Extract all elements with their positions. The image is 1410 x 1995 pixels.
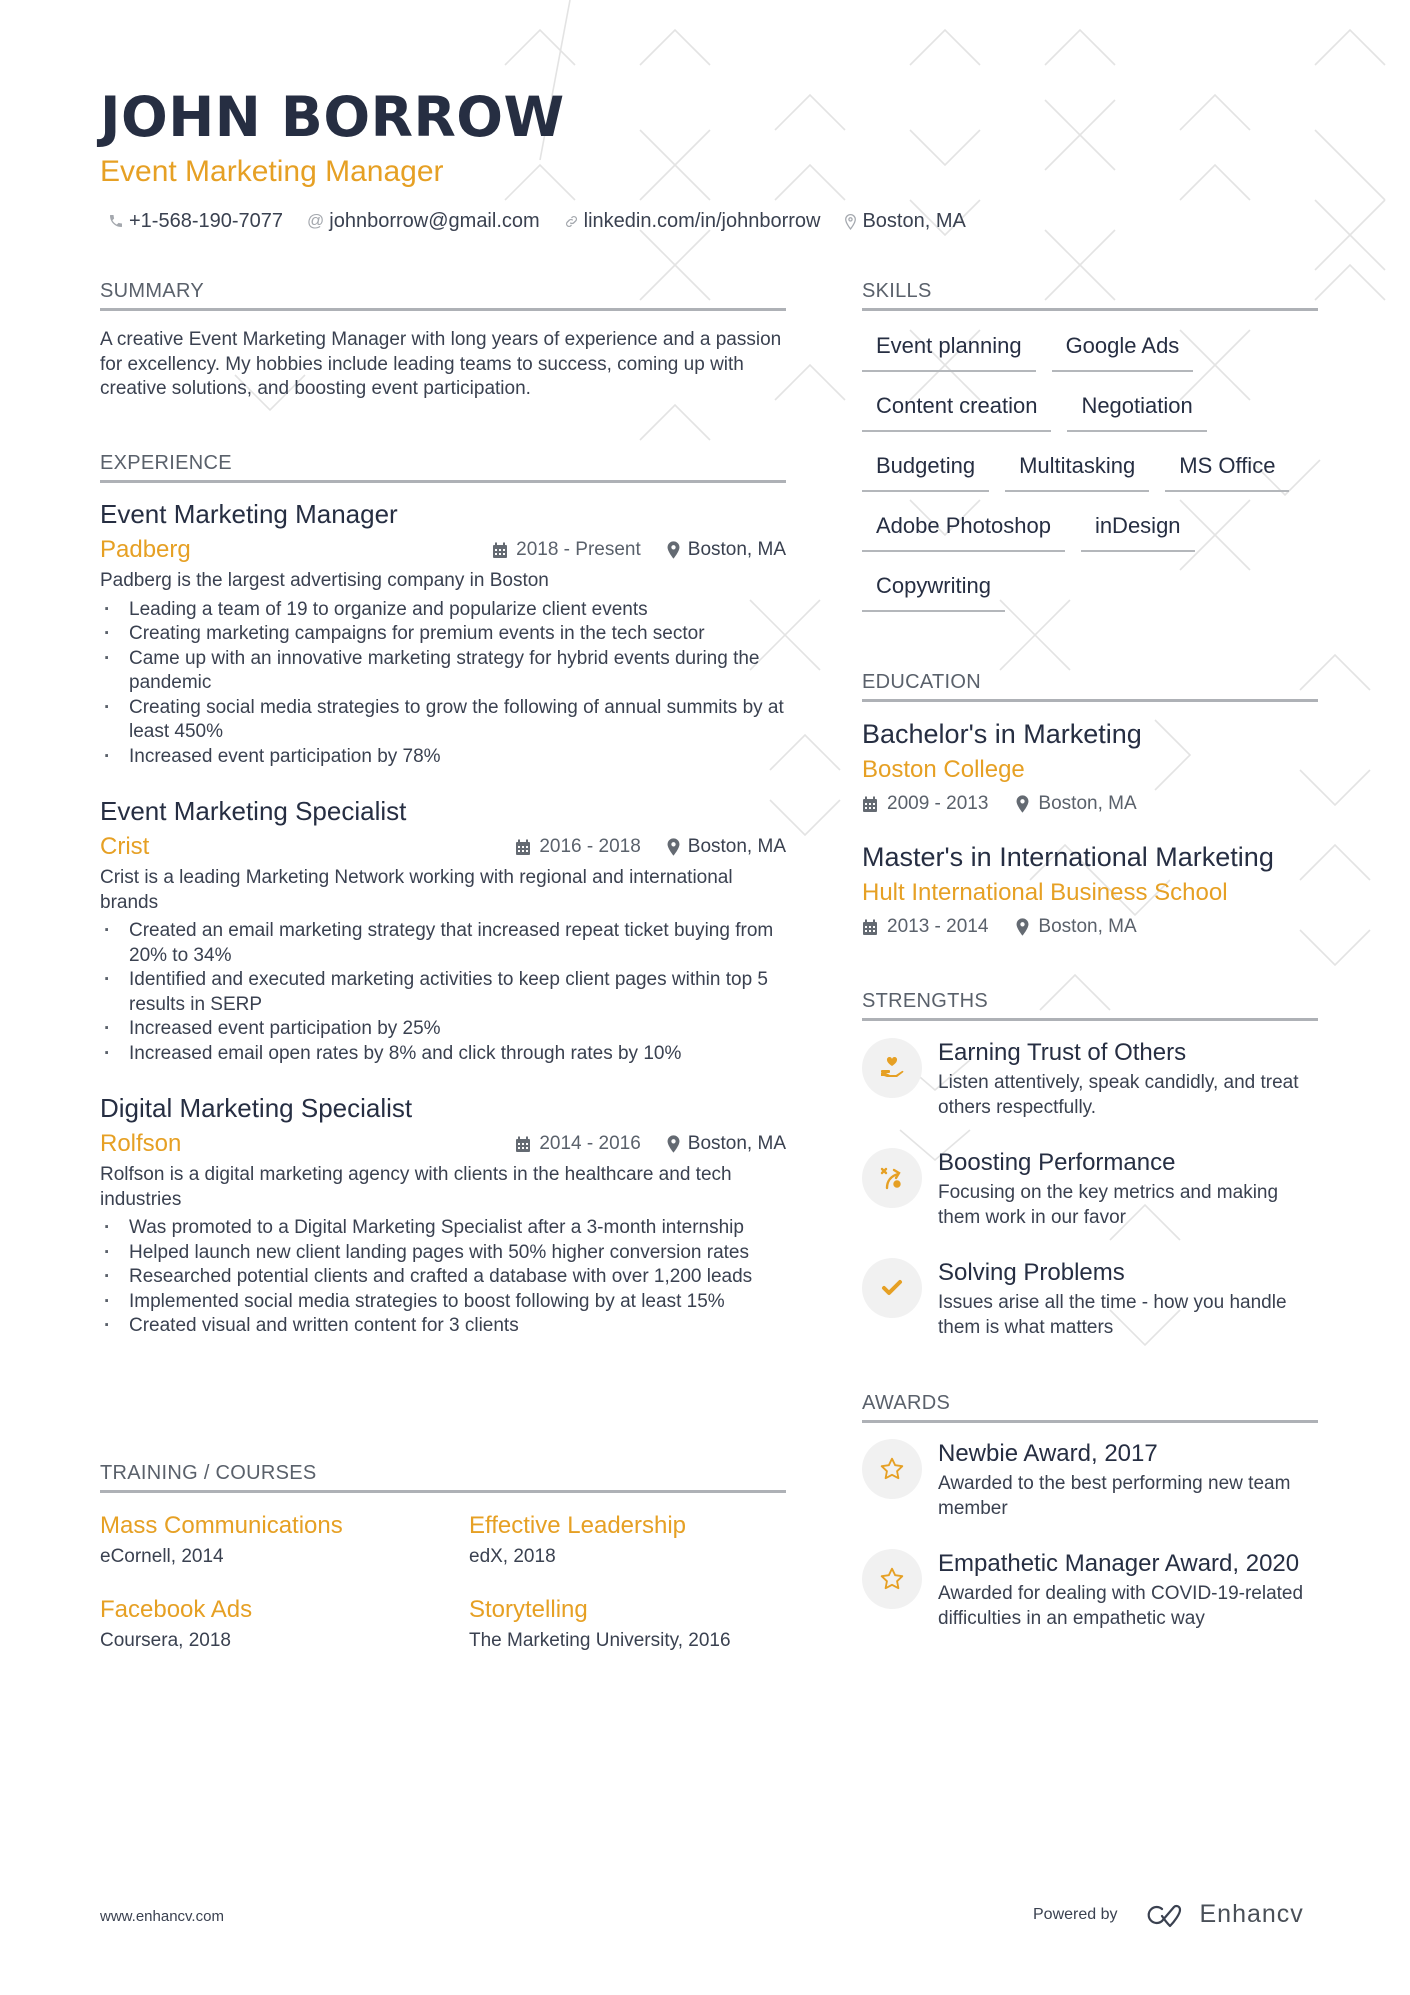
company-description: Rolfson is a digital marketing agency with clients in the healthcare and tech industries [100, 1164, 732, 1210]
map-pin-icon [667, 541, 680, 559]
degree-title: Bachelor's in Marketing [862, 719, 1142, 749]
course-provider: The Marketing University, 2016 [469, 1630, 731, 1651]
job-subheader [100, 531, 786, 569]
job-entry [100, 794, 786, 1066]
bullet-item: · Researched potential clients and crafted a database with over 1,200 leads [100, 1265, 786, 1290]
course-provider: edX, 2018 [469, 1546, 556, 1567]
bullet-item: · Created visual and written content for 3 clients [100, 1314, 786, 1339]
calendar-icon [515, 1136, 531, 1153]
job-meta [492, 539, 786, 561]
skill-tag: MS Office [1165, 446, 1289, 492]
strength-title: Solving Problems [938, 1259, 1125, 1286]
link-icon [564, 214, 579, 229]
bullet-item: · Was promoted to a Digital Marketing Specialist after a 3-month internship [100, 1216, 786, 1241]
contact-phone[interactable] [108, 207, 283, 235]
course-provider: Coursera, 2018 [100, 1630, 231, 1651]
contact-location [844, 207, 965, 235]
award-item [862, 1438, 1318, 1521]
skill-tag: Budgeting [862, 446, 989, 492]
company-name: Rolfson [100, 1130, 182, 1157]
company-description: Padberg is the largest advertising company in Boston [100, 570, 549, 591]
strength-title: Boosting Performance [938, 1149, 1176, 1176]
job-dates: 2018 - Present [516, 539, 641, 560]
education-location: Boston, MA [1038, 916, 1137, 937]
bullet-item: · Increased event participation by 25% [100, 1017, 786, 1042]
bullet-item: · Helped launch new client landing pages with 50% higher conversion rates [100, 1241, 786, 1266]
map-pin-icon [844, 213, 857, 230]
job-title: Event Marketing Specialist [100, 796, 407, 826]
bullet-item: · Leading a team of 19 to organize and popularize client events [100, 598, 786, 623]
job-bullets [100, 1216, 786, 1339]
skills-list [862, 326, 1292, 612]
job-bullets [100, 919, 786, 1066]
job-meta [515, 1133, 786, 1155]
strategy-arrow-icon [862, 1148, 922, 1208]
courses-grid [100, 1510, 786, 1656]
skill-tag: inDesign [1081, 506, 1195, 552]
contact-bar [108, 207, 966, 235]
section-heading-education: EDUCATION [862, 669, 1318, 702]
company-description: Crist is a leading Marketing Network working with regional and international brands [100, 867, 733, 913]
bullet-item: · Implemented social media strategies to boost following by at least 15% [100, 1290, 786, 1315]
course-name: Effective Leadership [469, 1512, 687, 1539]
company-name: Padberg [100, 536, 191, 563]
section-heading-skills: SKILLS [862, 278, 1318, 311]
degree-title: Master's in International Marketing [862, 842, 1274, 872]
job-location: Boston, MA [687, 539, 786, 560]
bullet-item: · Creating marketing campaigns for premium events in the tech sector [100, 622, 786, 647]
candidate-title: Event Marketing Manager [100, 155, 444, 188]
strength-item [862, 1147, 1318, 1230]
section-heading-experience: EXPERIENCE [100, 450, 786, 483]
strength-item [862, 1257, 1318, 1340]
map-pin-icon [667, 1135, 680, 1153]
checkmark-icon [862, 1258, 922, 1318]
contact-email[interactable] [307, 207, 540, 235]
powered-by-label: Powered by [1033, 1905, 1118, 1923]
company-name: Crist [100, 833, 150, 860]
education-entry [862, 839, 1318, 943]
course-item [469, 1594, 786, 1656]
award-description: Awarded for dealing with COVID-19-related difficulties in an empathetic way [938, 1583, 1304, 1629]
skill-tag: Multitasking [1005, 446, 1149, 492]
job-dates: 2016 - 2018 [539, 836, 641, 857]
skill-tag: Adobe Photoshop [862, 506, 1065, 552]
education-meta [862, 911, 1318, 943]
email-text: johnborrow@gmail.com [329, 210, 540, 232]
bullet-item: · Creating social media strategies to grow the following of annual summits by at least 450% [100, 696, 786, 745]
star-icon [862, 1439, 922, 1499]
education-location: Boston, MA [1038, 793, 1137, 814]
education-dates: 2009 - 2013 [887, 793, 989, 814]
skill-tag: Google Ads [1052, 326, 1194, 372]
footer-branding[interactable] [1033, 1900, 1304, 1929]
course-item [100, 1510, 469, 1572]
job-location: Boston, MA [687, 1133, 786, 1154]
job-meta [515, 836, 786, 858]
linkedin-text: linkedin.com/in/johnborrow [583, 210, 821, 232]
job-location: Boston, MA [687, 836, 786, 857]
candidate-name: JOHN BORROW [100, 85, 565, 149]
section-heading-awards: AWARDS [862, 1390, 1318, 1423]
education-meta [862, 788, 1318, 820]
section-heading-summary: SUMMARY [100, 278, 786, 311]
location-text: Boston, MA [862, 210, 966, 232]
phone-text: +1-568-190-7077 [129, 210, 284, 232]
school-name: Boston College [862, 756, 1025, 783]
contact-linkedin[interactable] [564, 207, 821, 235]
job-subheader [100, 828, 786, 866]
bullet-item: · Identified and executed marketing activities to keep client pages within top 5 results in SERP [100, 968, 786, 1017]
at-sign-icon: @ [307, 211, 325, 230]
school-name: Hult International Business School [862, 879, 1228, 906]
hand-heart-icon [862, 1038, 922, 1098]
job-entry [100, 497, 786, 769]
award-title: Newbie Award, 2017 [938, 1440, 1158, 1467]
strength-item [862, 1037, 1318, 1120]
calendar-icon [492, 542, 508, 559]
skill-tag: Content creation [862, 386, 1051, 432]
map-pin-icon [1016, 918, 1029, 936]
course-item [469, 1510, 786, 1572]
job-entry [100, 1091, 786, 1339]
bullet-item: · Increased email open rates by 8% and click through rates by 10% [100, 1042, 786, 1067]
brand-logo [1144, 1900, 1304, 1929]
section-heading-training: TRAINING / COURSES [100, 1460, 786, 1493]
education-entry [862, 716, 1318, 820]
brand-name: Enhancv [1199, 1900, 1304, 1928]
summary-text: A creative Event Marketing Manager with long years of experience and a passion for excellency. My hobbies include leading teams to success, coming up with creative solutions, and boosting event participation. [100, 329, 782, 399]
job-subheader [100, 1125, 786, 1163]
section-heading-strengths: STRENGTHS [862, 988, 1318, 1021]
bullet-item: · Came up with an innovative marketing strategy for hybrid events during the pandemic [100, 647, 786, 696]
strength-title: Earning Trust of Others [938, 1039, 1187, 1066]
strength-description: Focusing on the key metrics and making them work in our favor [938, 1182, 1279, 1228]
skill-tag: Event planning [862, 326, 1036, 372]
skill-tag: Negotiation [1067, 386, 1206, 432]
job-title: Event Marketing Manager [100, 499, 398, 529]
footer-website-link[interactable]: www.enhancv.com [100, 1908, 224, 1925]
calendar-icon [862, 919, 878, 936]
calendar-icon [862, 796, 878, 813]
job-bullets [100, 598, 786, 770]
award-title: Empathetic Manager Award, 2020 [938, 1550, 1300, 1577]
course-item [100, 1594, 469, 1656]
course-provider: eCornell, 2014 [100, 1546, 224, 1567]
enhancv-logo-icon [1144, 1902, 1190, 1928]
map-pin-icon [667, 838, 680, 856]
strength-description: Issues arise all the time - how you handle them is what matters [938, 1292, 1287, 1338]
calendar-icon [515, 839, 531, 856]
job-dates: 2014 - 2016 [539, 1133, 641, 1154]
skill-tag: Copywriting [862, 566, 1005, 612]
course-name: Facebook Ads [100, 1596, 253, 1623]
strength-description: Listen attentively, speak candidly, and treat others respectfully. [938, 1072, 1299, 1118]
job-title: Digital Marketing Specialist [100, 1093, 413, 1123]
bullet-item: · Created an email marketing strategy that increased repeat ticket buying from 20% to 34% [100, 919, 786, 968]
education-dates: 2013 - 2014 [887, 916, 989, 937]
phone-icon [108, 213, 124, 229]
award-description: Awarded to the best performing new team member [938, 1473, 1291, 1519]
star-icon [862, 1549, 922, 1609]
course-name: Mass Communications [100, 1512, 343, 1539]
award-item [862, 1548, 1318, 1631]
course-name: Storytelling [469, 1596, 588, 1623]
map-pin-icon [1016, 795, 1029, 813]
bullet-item: · Increased event participation by 78% [100, 745, 786, 770]
